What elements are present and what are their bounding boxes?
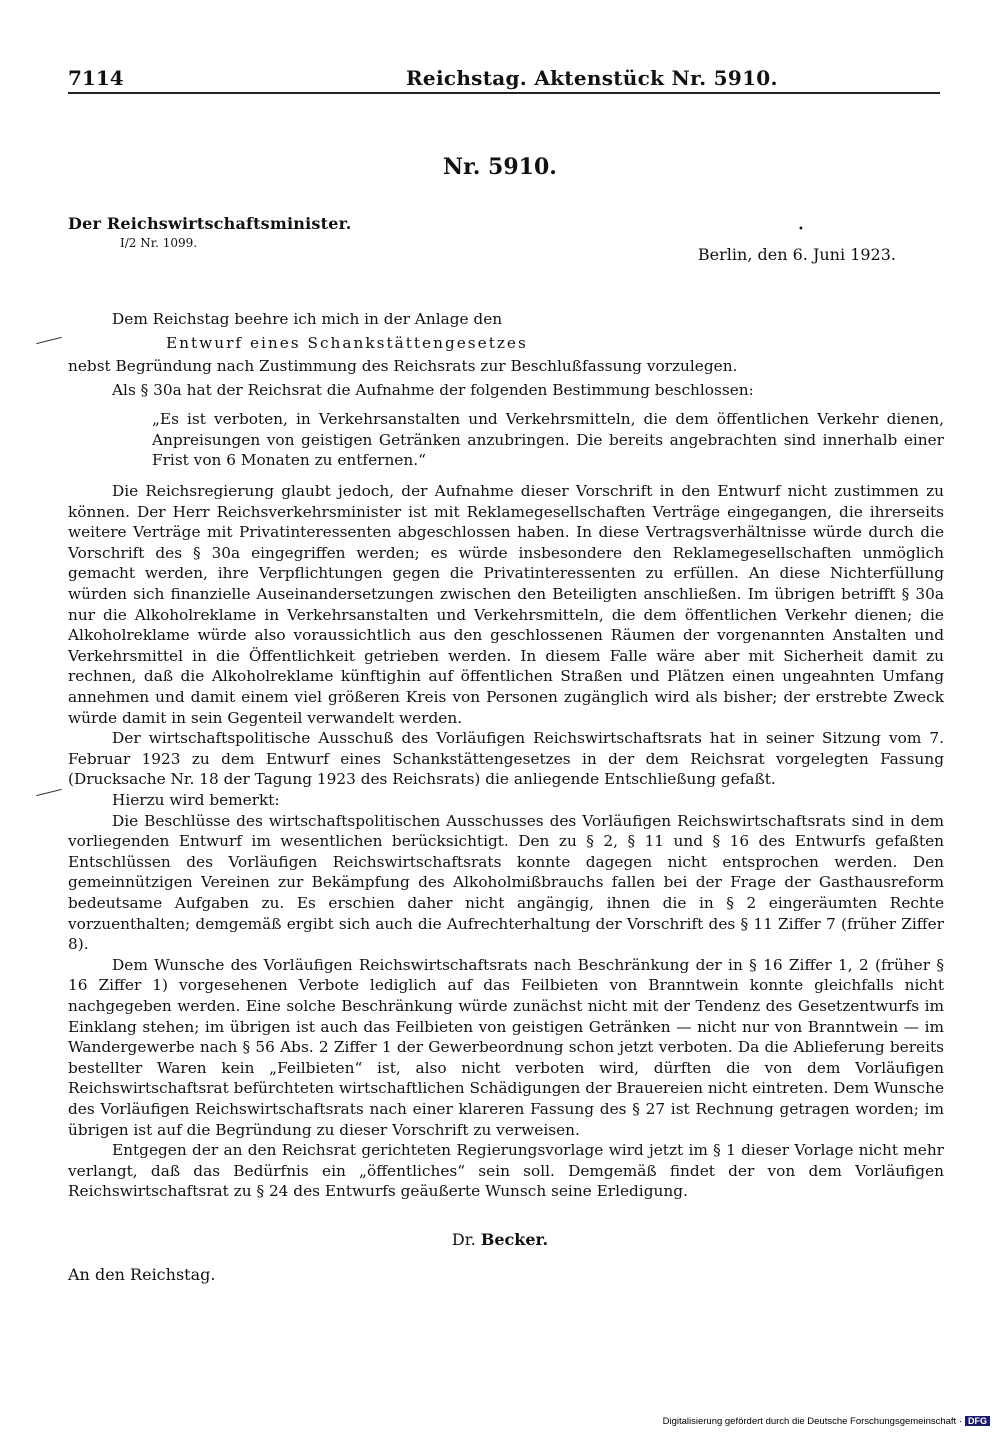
sender: Der Reichswirtschaftsminister. (68, 214, 352, 233)
paragraph: Entgegen der an den Reichsrat gerichteten Regierungsvorlage wird jetzt im § 1 dieser Vorlage nicht mehr verlangt, daß das Bedürfnis ein „öffentliches“ sein soll. Demgemäß findet der von dem Vorläufigen Reichswirtschaftsrat zu § 24 des Entwurfs geäußerte Wunsch seine Erledigung. (68, 1141, 944, 1201)
place-date: Berlin, den 6. Juni 1923. (697, 245, 896, 264)
bill-title: Entwurf eines Schankstättengesetzes (166, 333, 528, 352)
footer-credit-text: Digitalisierung gefördert durch die Deutsche Forschungsgemeinschaft · (662, 1416, 962, 1427)
paragraph: Die Reichsregierung glaubt jedoch, der Aufnahme dieser Vorschrift in den Entwurf nicht zustimmen zu können. Der Herr Reichsverkehrsminister ist mit Reklamegesellschaften Verträge eingegangen, die ihrerseits weitere Verträge mit Privatinteressenten abgeschlossen haben. In diese Vertragsverhältnisse würde durch die Vorschrift des § 30a eingegriffen werden; es würde insbesondere den Reklamegesellschaften unmöglich gemacht werden, ihre Verpflichtungen gegen die Privatinteressenten zu erfüllen. An diese Nichterfüllung würden sich finanzielle Auseinandersetzungen zwischen den Beteiligten anschließen. Im übrigen betrifft § 30a nur die Alkoholreklame in Verkehrsanstalten und Verkehrsmitteln, die dem öffentlichen Verkehr dienen; die Alkoholreklame würde also voraussichtlich aus den geschlossenen Räumen der vorgenannten Anstalten und Verkehrsmittel in die Öffentlichkeit getrieben werden. In diesem Falle wäre aber mit Sicherheit damit zu rechnen, daß die Alkoholreklame künftighin auf öffentlichen Straßen und Plätzen einen ungeahnten Umfang annehmen und damit einem viel größeren Kreis von Personen zugänglich wird als bisher; der erstrebte Zweck würde damit in sein Gegenteil verwandelt werden. (68, 482, 944, 727)
signature-name: Becker. (480, 1230, 549, 1249)
paragraph: Der wirtschaftspolitische Ausschuß des Vorläufigen Reichswirtschaftsrats hat in seiner Sitzung vom 7. Februar 1923 zu dem Entwurf eines Schankstättengesetzes in der dem Reichsrat vorgelegten Fassung (Drucksache Nr. 18 der Tagung 1923 des Reichsrats) die anliegende Entschließung gefaßt. (68, 729, 944, 789)
running-head: Reichstag. Aktenstück Nr. 5910. (406, 66, 778, 90)
body-block (68, 481, 944, 790)
stray-dot: • (798, 224, 804, 235)
dfg-logo: DFG (965, 1416, 990, 1426)
margin-mark (36, 789, 61, 796)
quoted-provision (152, 409, 944, 471)
quote-text: „Es ist verboten, in Verkehrsanstalten und Verkehrsmitteln, die dem öffentlichen Verkehr dienen, Anpreisungen von geistigen Getränken anzubringen. Die bereits angebrachten sind innerhalb einer Frist von 6 Monaten zu entfernen.“ (152, 410, 944, 470)
paragraph: Die Beschlüsse des wirtschaftspolitischen Ausschusses des Vorläufigen Reichswirtschaftsrats sind in dem vorliegenden Entwurf im wesentlichen berücksichtigt. Den zu § 2, § 11 und § 16 des Entwurfs gefaßten Entschlüssen des Vorläufigen Reichswirtschaftsrats konnte dagegen nicht entsprochen werden. Den gemeinnützigen Vereinen zur Bekämpfung des Alkoholmißbrauchs fallen bei der Frage der Gasthausreform bedeutsame Aufgaben zu. Es erschien daher nicht angängig, ihnen die in § 2 eingeräumten Rechte vorzuenthalten; demgemäß ergibt sich auch die Aufrechterhaltung der Vorschrift des § 11 Ziffer 7 (früher Ziffer 8). (68, 811, 944, 954)
document-title: Nr. 5910. (443, 154, 557, 180)
intro-block (68, 309, 944, 400)
signature-title: Dr. (451, 1230, 476, 1249)
intro-line: Dem Reichstag beehre ich mich in der Anlage den (112, 310, 503, 328)
paragraph: Dem Wunsche des Vorläufigen Reichswirtschaftsrats nach Beschränkung der in § 16 Ziffer 1, 2 (früher § 16 Ziffer 1) vorgesehenen Verbote lediglich auf das Feilbieten von Branntwein konnte gleichfalls nicht nachgegeben werden. Eine solche Beschränkung würde zunächst nicht mit der Tendenz des Gesetzentwurfs im Einklang stehen; im übrigen ist auch das Feilbieten von geistigen Getränken — nicht nur von Branntwein — im Wandergewerbe nach § 56 Abs. 2 Ziffer 1 der Gewerbeordnung schon jetzt verboten. Da die Ablieferung bereits bestellter Waren kein „Feilbieten“ ist, also nicht verboten wird, dürften die von dem Vorläufigen Reichswirtschaftsrat befürchteten wirtschaftlichen Schädigungen der Brauereien nicht eintreten. Dem Wunsche des Vorläufigen Reichswirtschaftsrats nach einer klareren Fassung des § 27 ist Rechnung getragen worden; im übrigen ist auf die Begründung zu dieser Vorschrift zu verweisen. (68, 955, 944, 1139)
header-rule (68, 92, 940, 94)
page-number: 7114 (68, 66, 124, 90)
footer-credit (663, 1416, 990, 1427)
intro-line: Als § 30a hat der Reichsrat die Aufnahme der folgenden Bestimmung beschlossen: (112, 380, 754, 399)
signature (0, 1230, 1000, 1249)
body-block (68, 790, 944, 1202)
file-reference: I/2 Nr. 1099. (120, 236, 198, 250)
paragraph: Hierzu wird bemerkt: (112, 791, 280, 809)
addressee: An den Reichstag. (68, 1265, 216, 1284)
intro-line: nebst Begründung nach Zustimmung des Reichsrats zur Beschlußfassung vorzulegen. (68, 357, 738, 376)
page-header (68, 66, 940, 92)
margin-mark (36, 337, 61, 344)
